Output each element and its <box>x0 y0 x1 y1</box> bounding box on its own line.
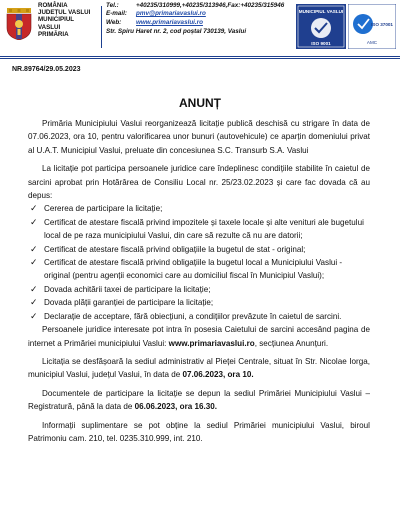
checkmark-icon: ✓ <box>30 283 38 294</box>
list-item <box>30 310 370 323</box>
text-segment: Documentele de participare la licitație se depun la sediul Primăriei Municipiului Vaslui – Registratură, până la data de <box>28 388 370 412</box>
iso-37001-badge-top: ISO 37001 <box>371 22 393 27</box>
text-segment: , secțiunea Anunțuri. <box>254 338 329 348</box>
list-item-text: Certificat de atestare fiscală privind impozitele și taxele locale și alte venituri ale bugetului local de pe raza municipiului Vaslui, din care să rezulte că nu are datorii; <box>44 217 364 241</box>
list-item <box>30 202 370 215</box>
website-link[interactable]: www.primariavaslui.ro <box>136 18 203 26</box>
iso-9001-badge-icon <box>296 4 346 49</box>
org-line: VASLUI <box>38 23 61 31</box>
iso-9001-badge-top: MUNICIPIUL VASLUI <box>298 9 344 14</box>
checkmark-icon: ✓ <box>30 216 38 227</box>
website-reference: www.primariavaslui.ro <box>168 338 255 348</box>
list-item <box>30 243 370 256</box>
organization-name <box>38 2 90 38</box>
text-segment: Persoanele juridice interesate pot intra în posesia Caietului de sarcini accesând pagina de internet a Primăriei municipiului Vaslui: <box>28 325 370 348</box>
checkmark-icon: ✓ <box>30 297 38 308</box>
org-line: JUDEȚUL VASLUI <box>38 9 91 17</box>
letterhead <box>0 0 400 66</box>
org-line: MUNICIPIUL <box>38 16 75 24</box>
auction-date: 07.06.2023, ora 10. <box>182 370 254 380</box>
list-item <box>30 283 370 296</box>
list-item-text: Dovada plății garanției de participare la licitație; <box>44 298 214 308</box>
list-item <box>30 256 370 283</box>
list-item-text: Declarație de acceptare, fără obiecțiuni, a condițiilor prevăzute în caietul de sarcini. <box>44 311 342 321</box>
paragraph-location <box>28 355 370 382</box>
header-rule <box>0 56 400 59</box>
announcement-body <box>28 117 370 445</box>
list-item <box>30 216 370 243</box>
web-label: Web: <box>106 18 122 26</box>
list-item-text: Certificat de atestare fiscală privind obligațiile la bugetul de stat - original; <box>44 244 306 254</box>
deadline-date: 06.06.2023, ora 16.30. <box>134 402 217 412</box>
header-divider <box>101 6 102 48</box>
list-item-text: Cererea de participare la licitație; <box>44 204 163 214</box>
email-link[interactable]: pmv@primariavaslui.ro <box>136 10 206 18</box>
checkmark-icon: ✓ <box>30 257 38 268</box>
contact-block <box>106 2 296 37</box>
paragraph-specifications <box>28 323 370 350</box>
email-label: E-mail: <box>106 10 127 18</box>
tel-label: Tel.: <box>106 2 119 9</box>
page-title: ANUNȚ <box>179 96 221 110</box>
paragraph-eligibility: La licitație pot participa persoanele juridice care îndeplinesc condițiile stabilite în caietul de sarcini aprobat prin Hotărârea de Consiliu Local nr. 25/23.02.2023 și care fac dovada că au depus: <box>28 164 370 201</box>
iso-37001-badge-icon <box>348 4 396 49</box>
checkmark-icon: ✓ <box>30 203 38 214</box>
postal-address: Str. Spiru Haret nr. 2, cod poștal 730139, Vaslui <box>106 28 247 36</box>
iso-37001-badge-bottom: AMC <box>366 40 378 45</box>
document-number: NR.89764/29.05.2023 <box>12 66 81 73</box>
requirements-list <box>30 202 370 323</box>
checkmark-icon: ✓ <box>30 243 38 254</box>
paragraph-intro: Primăria Municipiului Vaslui reorganizează licitație publică deschisă cu strigare în data de 07.06.2023, ora 10, pentru valorificarea unor bunuri (autovehicule) ce aparțin domeniului privat al U.A.T. Municipiul Vaslui, preluate din concesiunea S.C. Transurb S.A. Vaslui <box>28 119 370 155</box>
iso-9001-badge-bottom: ISO 9001 <box>311 41 331 46</box>
checkmark-icon: ✓ <box>30 310 38 321</box>
list-item-text: Certificat de atestare fiscală privind obligațiile la bugetul local a Municipiului Vaslui - original (pentru agenții economici care au domiciliul fiscal în Municipiul Vaslui); <box>44 258 343 281</box>
list-item-text: Dovada achitării taxei de participare la licitație; <box>44 284 211 294</box>
text-segment: Licitația se desfășoară la sediul administrativ al Pieței Centrale, situat în Str. Nicolae Iorga, municipiul Vaslui, județul Vaslui, în data de <box>28 356 370 380</box>
paragraph-contact: Informații suplimentare se pot obține la sediul Primăriei municipiului Vaslui, biroul Patrimoniu cam. 210, tel. 0235.310.999, int. 210. <box>28 420 370 443</box>
coat-of-arms-icon <box>4 8 34 40</box>
list-item <box>30 296 370 309</box>
paragraph-deadline <box>28 387 370 414</box>
tel-value: +40235/310999,+40235/313946,Fax:+40235/315946 <box>136 2 285 9</box>
org-line: PRIMĂRIA <box>38 30 69 38</box>
org-line: ROMÂNIA <box>38 2 68 9</box>
